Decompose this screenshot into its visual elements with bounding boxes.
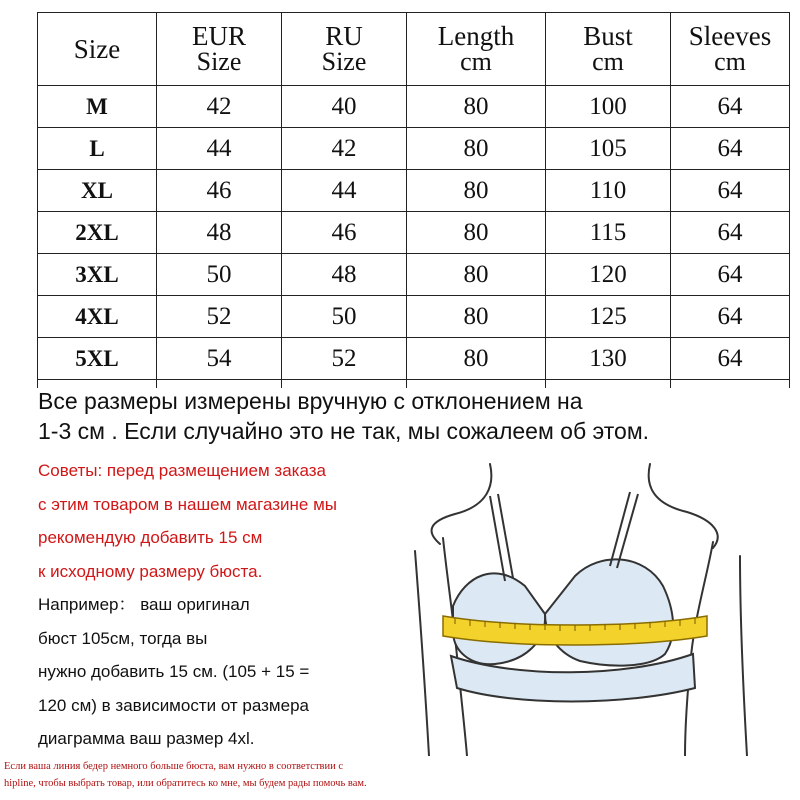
bust-cell: 100 [546,86,671,128]
length-cell: 80 [407,254,546,296]
example-line: нужно добавить 15 см. (105 + 15 = [38,662,310,681]
left-strap [490,496,505,581]
bust-cell: 130 [546,338,671,380]
right-arm-outline [740,556,747,756]
measurement-note-line-1: Все размеры измерены вручную с отклонением на [38,388,583,414]
sleeves-cell: 64 [671,296,790,338]
footer-line-2: hipline, чтобы выбрать товар, или обратитесь ко мне, мы будем рады помочь вам. [4,778,367,789]
example-line: Например： ваш оригинал [38,595,250,614]
bust-cell: 105 [546,128,671,170]
bust-cell: 115 [546,212,671,254]
eur-size-cell: 44 [157,128,282,170]
ru-size-cell: 42 [282,128,407,170]
header-cell [38,13,157,86]
bust-cell: 110 [546,170,671,212]
length-cell: 80 [407,170,546,212]
header-cell [157,13,282,86]
header-label: RU [325,21,363,51]
length-cell: 80 [407,86,546,128]
size-cell: 5XL [38,338,157,380]
ru-size-cell: 50 [282,296,407,338]
example-line: диаграмма ваш размер 4xl. [38,729,255,748]
size-cell: 2XL [38,212,157,254]
example-line: 120 см) в зависимости от размера [38,695,309,715]
eur-size-cell: 52 [157,296,282,338]
footer-notice [4,758,796,792]
table-header-row [38,13,790,86]
length-cell: 80 [407,212,546,254]
footer-line-1: Если ваша линия бедер немного больше бюста, вам нужно в соответствии с [4,761,344,772]
left-strap-inner [498,494,513,578]
table-row [38,254,790,296]
length-cell: 80 [407,128,546,170]
header-label: Size [73,34,121,64]
header-label: EUR [192,21,246,51]
tip-line: к исходному размеру бюста. [38,561,263,581]
size-cell: 3XL [38,254,157,296]
length-cell: 80 [407,296,546,338]
sleeves-cell: 64 [671,212,790,254]
ru-size-cell: 48 [282,254,407,296]
sleeves-cell: 64 [671,86,790,128]
table-cut-row [38,380,790,389]
size-cell: 4XL [38,296,157,338]
table-row [38,212,790,254]
header-sublabel: cm [460,47,492,76]
ru-size-cell: 40 [282,86,407,128]
header-sublabel: cm [592,47,624,76]
bust-measurement-illustration [395,456,785,756]
header-cell [671,13,790,86]
tip-line: Советы: перед размещением заказа [38,461,326,480]
size-cell: M [38,86,157,128]
left-shoulder-outline [432,464,492,544]
eur-size-cell: 48 [157,212,282,254]
table-row [38,128,790,170]
left-arm-outline [415,551,429,756]
table-row [38,296,790,338]
header-cell [546,13,671,86]
header-label: Bust [583,21,633,51]
header-sublabel: cm [714,47,746,76]
header-cell [407,13,546,86]
eur-size-cell: 54 [157,338,282,380]
header-sublabel: Size [196,47,242,76]
eur-size-cell: 42 [157,86,282,128]
table-row [38,338,790,380]
example-line: бюст 105см, тогда вы [38,628,208,648]
size-chart-table [37,12,790,388]
bust-cell: 120 [546,254,671,296]
sleeves-cell: 64 [671,338,790,380]
table-row [38,86,790,128]
header-label: Sleeves [688,21,772,51]
size-cell: L [38,128,157,170]
eur-size-cell: 50 [157,254,282,296]
eur-size-cell: 46 [157,170,282,212]
size-cell: XL [38,170,157,212]
sleeves-cell: 64 [671,254,790,296]
tip-line: с этим товаром в нашем магазине мы [38,494,337,514]
right-torso-outline [685,542,713,756]
tips-block [38,454,398,756]
right-cup [545,559,673,665]
ru-size-cell: 52 [282,338,407,380]
sleeves-cell: 64 [671,170,790,212]
tip-line: рекомендую добавить 15 см [38,528,263,547]
sleeves-cell: 64 [671,128,790,170]
header-sublabel: Size [321,47,367,76]
ru-size-cell: 46 [282,212,407,254]
length-cell: 80 [407,338,546,380]
right-shoulder-outline [649,464,718,548]
measurement-note-line-2: 1-3 см . Если случайно это не так, мы сожалеем об этом. [38,418,650,444]
header-cell [282,13,407,86]
header-label: Length [437,21,515,51]
ru-size-cell: 44 [282,170,407,212]
bust-cell: 125 [546,296,671,338]
table-row [38,170,790,212]
